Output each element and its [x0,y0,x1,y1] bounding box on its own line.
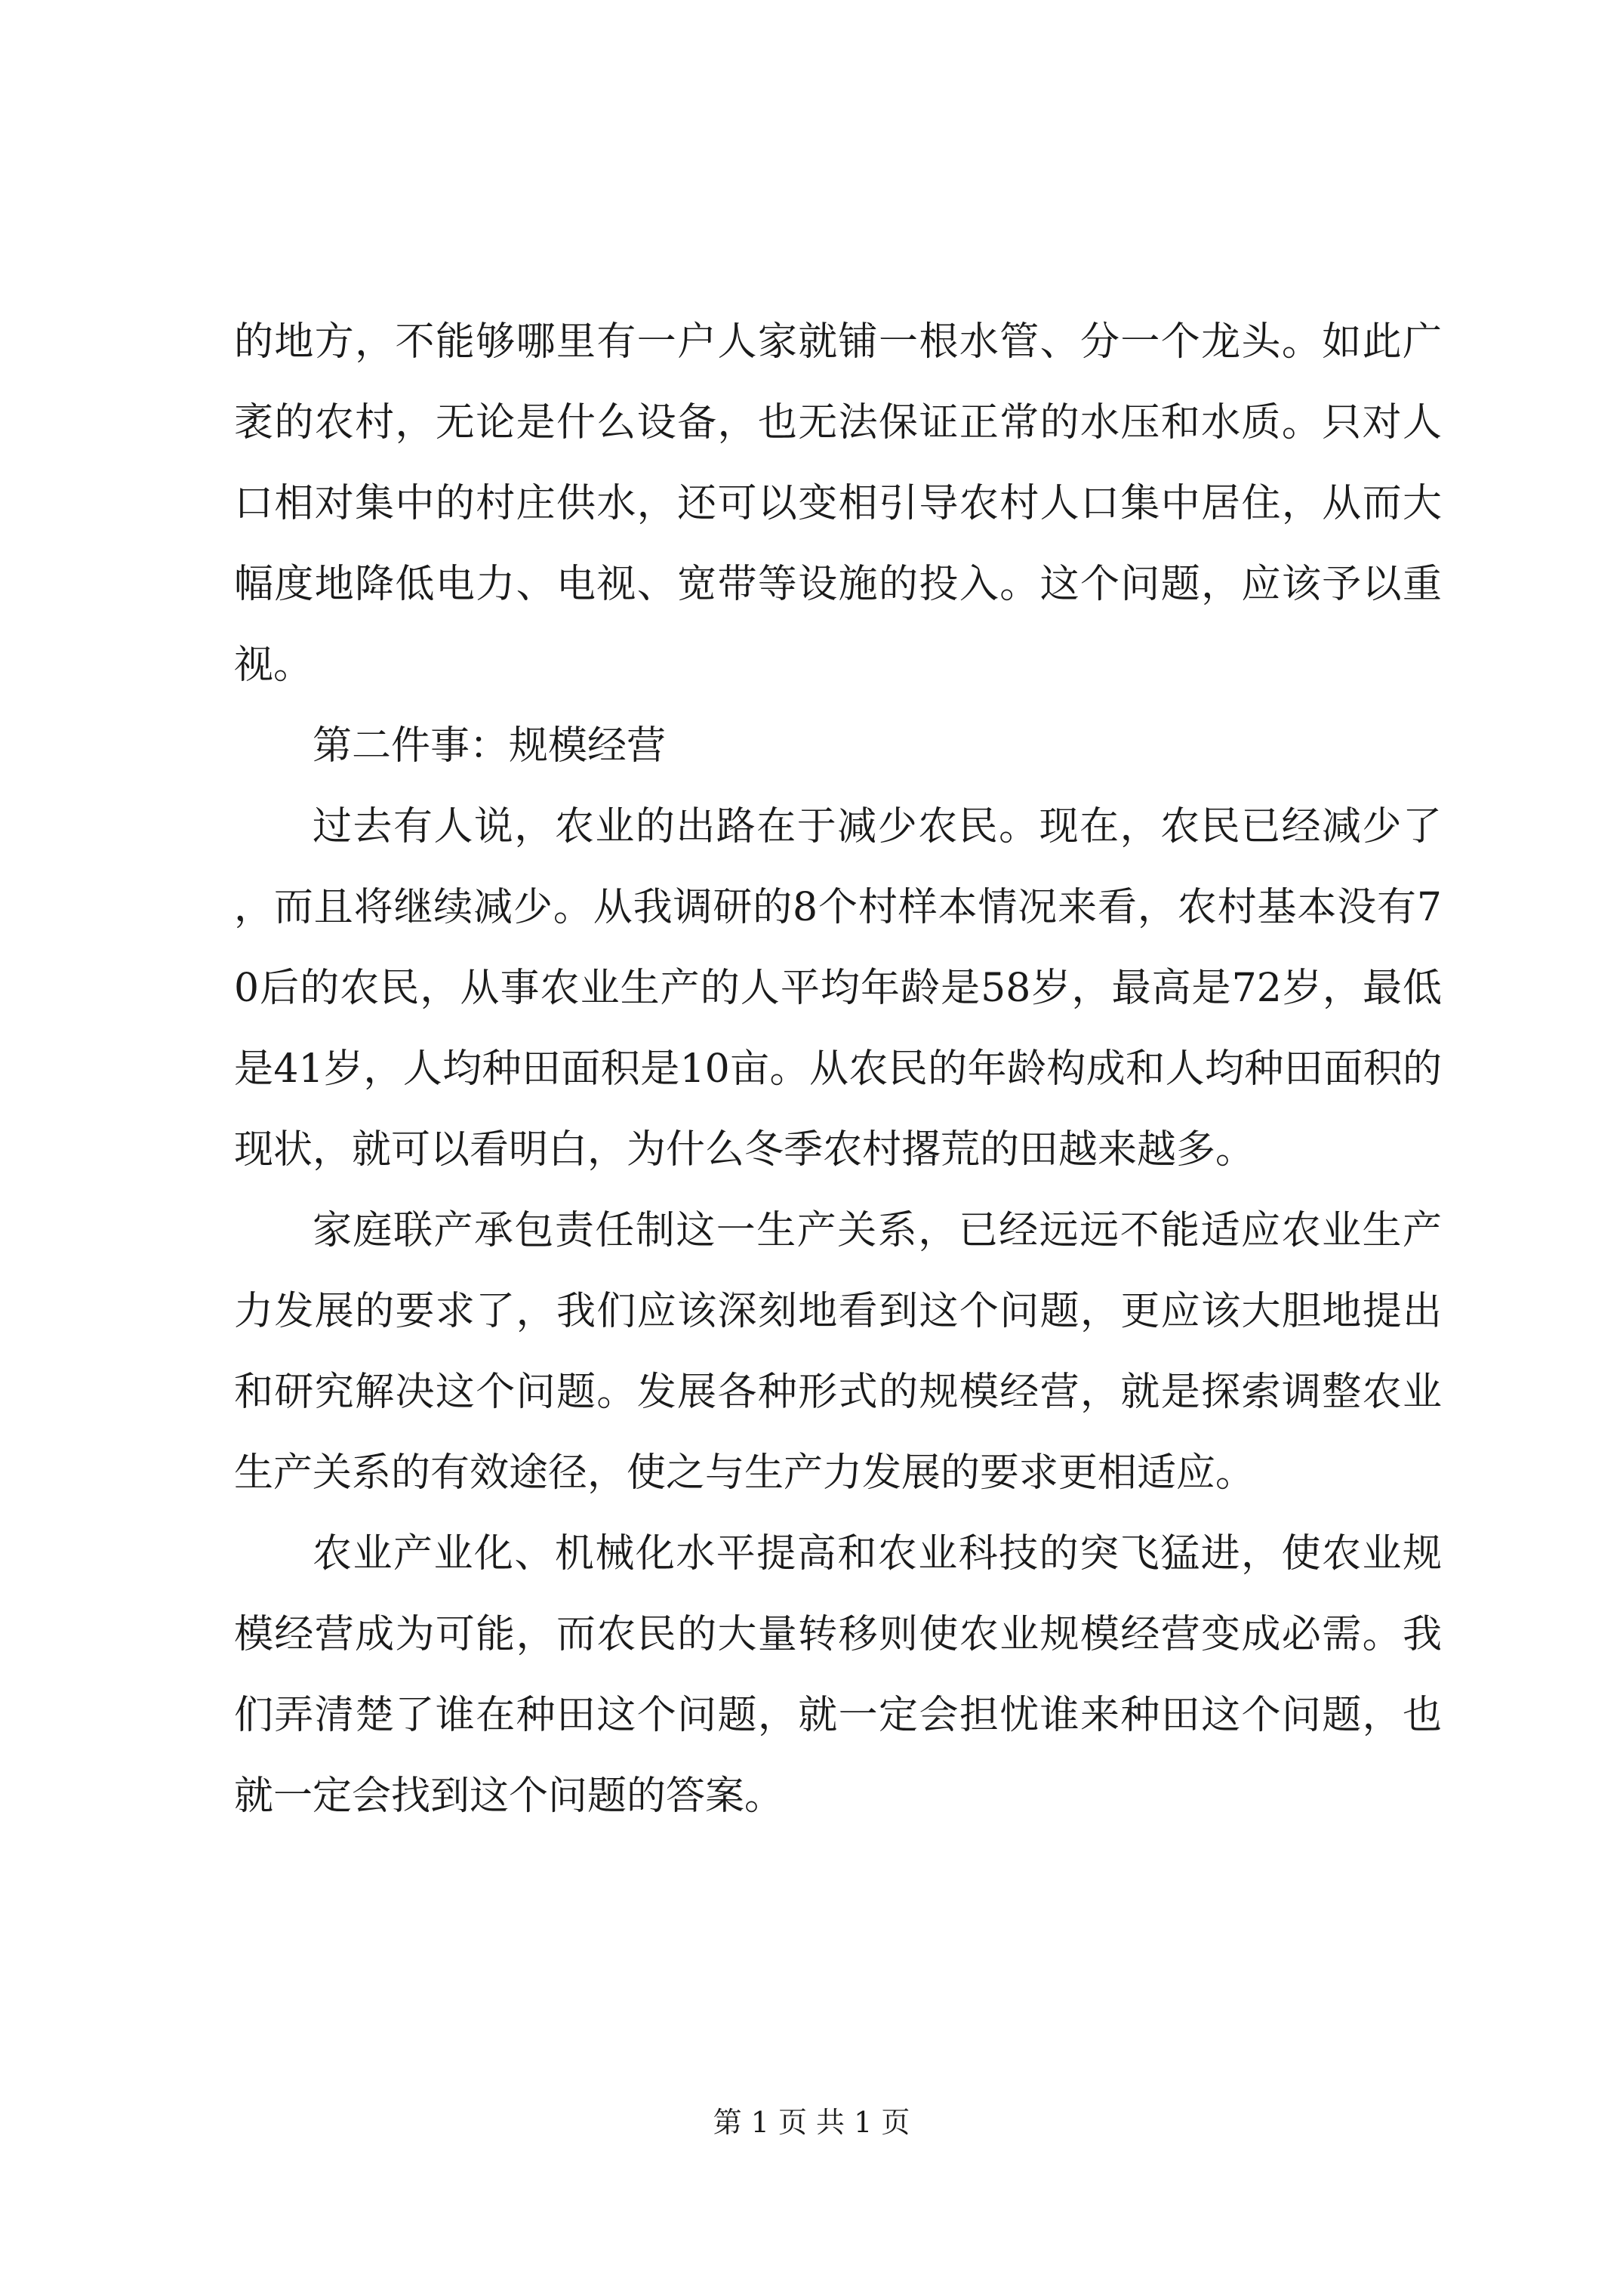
paragraph-1: 的地方，不能够哪里有一户人家就铺一根水管、分一个龙头。如此广袤的农村，无论是什么设备，也无法保证正常的水压和水质。只对人口相对集中的村庄供水，还可以变相引导农村人口集中居住，从而大幅度地降低电力、电视、宽带等设施的投入。这个问题，应该予以重视。 [234,319,1442,688]
paragraph-4: 农业产业化、机械化水平提高和农业科技的突飞猛进，使农业规模经营成为可能，而农民的大量转移则使农业规模经营变成必需。我们弄清楚了谁在种田这个问题，就一定会担忧谁来种田这个问题，也就一定会找到这个问题的答案。 [234,1531,1442,1819]
section-heading: 第二件事：规模经营 [313,723,667,769]
paragraph-3: 家庭联产承包责任制这一生产关系，已经远远不能适应农业生产力发展的要求了，我们应该深刻地看到这个问题，更应该大胆地提出和研究解决这个问题。发展各种形式的规模经营，就是探索调整农业生产关系的有效途径，使之与生产力发展的要求更相适应。 [234,1208,1442,1496]
paragraph-2: 过去有人说，农业的出路在于减少农民。现在，农民已经减少了，而且将继续减少。从我调研的8个村样本情况来看，农村基本没有70后的农民，从事农业生产的人平均年龄是58岁，最高是72岁，最低是41岁，人均种田面积是10亩。从农民的年龄构成和人均种田面积的现状，就可以看明白，为什么冬季农村撂荒的田越来越多。 [234,804,1442,1173]
page-number-footer: 第 1 页 共 1 页 [713,2106,910,2139]
document-body [234,302,1442,1837]
